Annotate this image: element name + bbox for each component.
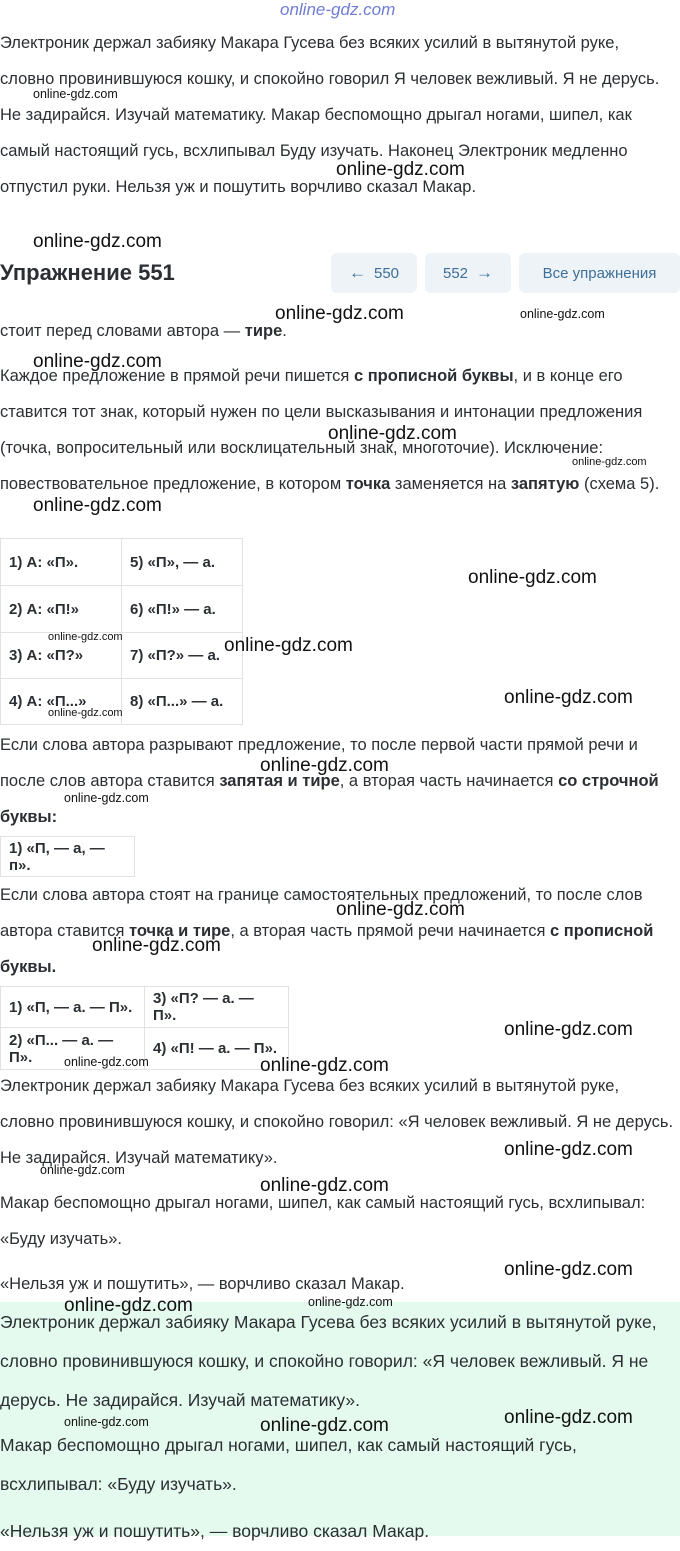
watermark: online-gdz.com [504,1407,633,1428]
watermark: online-gdz.com [328,423,457,444]
watermark-top: online-gdz.com [280,0,396,19]
watermark: online-gdz.com [48,707,123,719]
watermark: online-gdz.com [572,456,647,468]
watermark: online-gdz.com [33,87,118,101]
all-exercises-button[interactable] [519,253,680,293]
arrow-right-icon: → [476,263,494,282]
table-row [1,539,243,586]
next-exercise-button[interactable] [425,253,511,293]
table-cell: 4) «П! — а. — П». [145,1028,289,1070]
arrow-left-icon: ← [348,263,366,282]
watermark: online-gdz.com [336,899,465,920]
table-cell: 1) А: «П». [1,539,122,586]
watermark: online-gdz.com [40,1163,125,1177]
table-cell: 8) «П...» — а. [122,679,243,725]
example-line-3: «Нельзя уж и пошутить», — ворчливо сказал Макар. [0,1275,405,1293]
watermark: online-gdz.com [308,1295,393,1309]
watermark: online-gdz.com [48,631,123,643]
rule-text-3: Если слова автора разрывают предложение, то после первой части прямой речи и после слов автора ставится запятая и тире, а вторая часть начинается со строчной буквы: [0,736,659,826]
watermark: online-gdz.com [64,791,149,805]
next-exercise-label: 552 [442,264,469,282]
answer-line-1: Электроник держал забияку Макара Гусева без всяких усилий в вытянутой руке, словно провинившуюся кошку, и спокойно говорил: «Я человек вежливый. Я не дерусь. Не задирайся. Изучай математику». [0,1312,657,1410]
table-cell: 7) «П?» — а. [122,633,243,679]
watermark: online-gdz.com [468,567,597,588]
watermark: online-gdz.com [275,303,404,324]
prev-exercise-button[interactable] [331,253,417,293]
watermark: online-gdz.com [504,687,633,708]
exercise-title: Упражнение 551 [0,260,175,285]
watermark: online-gdz.com [33,351,162,372]
watermark: online-gdz.com [260,1175,389,1196]
watermark: online-gdz.com [504,1259,633,1280]
table-cell: 1) «П, — а, — п». [1,837,135,877]
watermark: online-gdz.com [33,495,162,516]
table-cell: 2) А: «П!» [1,586,122,633]
rule-text-2: Каждое предложение в прямой речи пишется с прописной буквы, и в конце его ставится тот знак, который нужен по цели высказывания и интонации предложения (точка, вопросительный или восклицательный знак, многоточие). Исключение: повествовательное предложение, в котором точка заменяется на запятую (схема 5). [0,367,660,493]
table-row [1,987,289,1028]
table-cell: 4) А: «П...» [1,679,122,725]
schema-table-2 [0,836,135,877]
example-line-1: Электроник держал забияку Макара Гусева без всяких усилий в вытянутой руке, словно провинившуюся кошку, и спокойно говорил: «Я человек вежливый. Я не дерусь. Не задирайся. Изучай математику». [0,1077,674,1167]
table-cell: 6) «П!» — а. [122,586,243,633]
watermark: online-gdz.com [504,1139,633,1160]
table-cell: 3) А: «П?» [1,633,122,679]
watermark: online-gdz.com [64,1295,193,1316]
all-exercises-label: Все упражнения [542,264,657,282]
watermark: online-gdz.com [336,159,465,180]
answer-line-2: Макар беспомощно дрыгал ногами, шипел, как самый настоящий гусь, всхлипывал: «Буду изучать». [0,1435,577,1494]
table-row [1,837,135,877]
table-row [1,586,243,633]
prev-exercise-label: 550 [373,264,400,282]
table-cell: 5) «П», — а. [122,539,243,586]
watermark: online-gdz.com [260,1055,389,1076]
intro-text: Электроник держал забияку Макара Гусева без всяких усилий в вытянутой руке, словно провинившуюся кошку, и спокойно говорил Я человек вежливый. Я не дерусь. Не задирайся. Изучай математику. Макар беспомощно дрыгал ногами, шипел, как самый настоящий гусь, всхлипывал Буду изучать. Наконец Электроник медленно отпустил руки. Нельзя уж и пошутить ворчливо сказал Макар. [0,34,660,196]
table-cell: 3) «П? — а. — П». [145,987,289,1028]
watermark: online-gdz.com [504,1019,633,1040]
table-cell: 2) «П... — а. — П». [1,1028,145,1070]
watermark: online-gdz.com [224,635,353,656]
watermark: online-gdz.com [260,1415,389,1436]
rule-text-4: Если слова автора стоят на границе самостоятельных предложений, то после слов автора ставится точка и тире, а вторая часть прямой речи начинается с прописной буквы. [0,886,654,976]
example-line-2: Макар беспомощно дрыгал ногами, шипел, как самый настоящий гусь, всхлипывал: «Буду изучать». [0,1194,646,1248]
table-cell: 1) «П, — а. — П». [1,987,145,1028]
watermark: online-gdz.com [92,935,221,956]
watermark: online-gdz.com [64,1055,149,1069]
answer-line-3: «Нельзя уж и пошутить», — ворчливо сказал Макар. [0,1521,430,1541]
watermark: online-gdz.com [260,755,389,776]
watermark: online-gdz.com [33,231,162,252]
watermark: online-gdz.com [520,307,605,321]
watermark: online-gdz.com [64,1415,149,1429]
rule-text-1: стоит перед словами автора — тире. [0,322,287,340]
